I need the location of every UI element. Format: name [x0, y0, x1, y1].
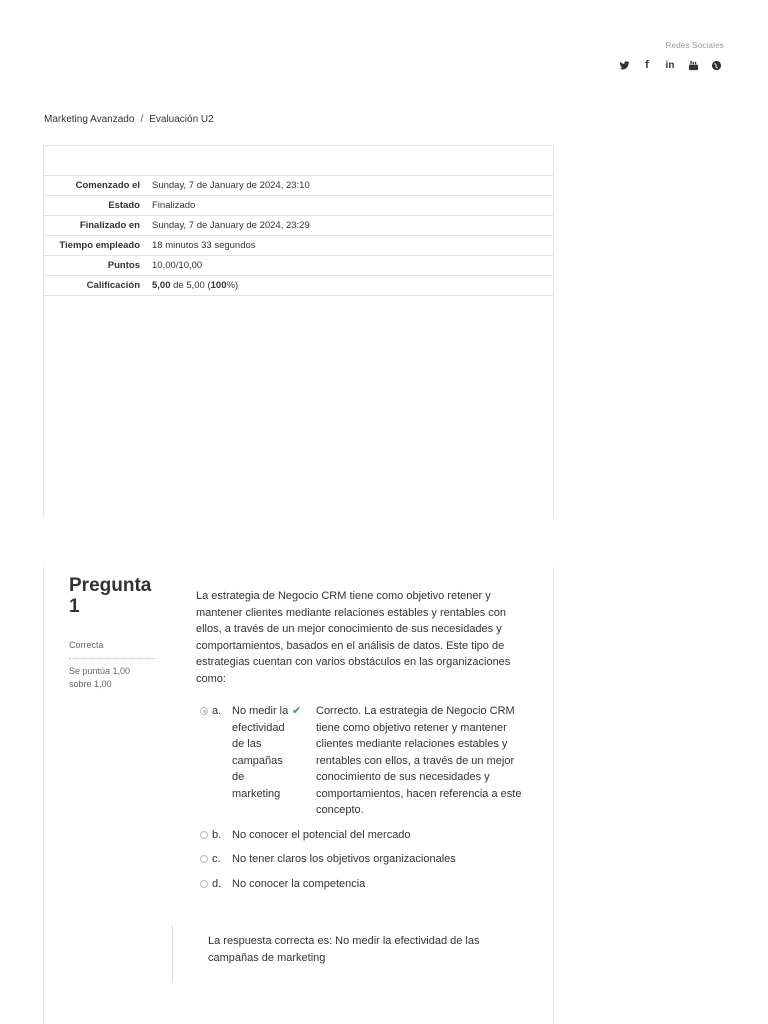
correct-answer-box: La respuesta correcta es: No medir la efectividad de las campañas de marketing — [172, 925, 492, 981]
row-label: Calificación — [86, 280, 140, 291]
twitter-icon[interactable] — [618, 59, 630, 71]
answer-option-b[interactable] — [200, 827, 530, 844]
grade-percent: 100 — [210, 280, 227, 291]
table-row — [44, 276, 553, 296]
table-row — [44, 176, 553, 196]
summary-table — [44, 175, 553, 296]
question-title: Pregunta 1 — [69, 575, 152, 617]
check-icon: ✔ — [292, 705, 302, 717]
answer-text: No conocer el potencial del mercado — [232, 828, 411, 841]
table-row — [44, 236, 553, 256]
answer-letter: a. — [212, 705, 222, 717]
table-row — [44, 216, 553, 236]
row-label: Finalizado en — [79, 220, 140, 231]
globe-icon[interactable] — [710, 59, 722, 71]
breadcrumb-separator: / — [140, 114, 144, 125]
answer-text: No conocer la competencia — [232, 877, 366, 890]
grade-of-text: de 5,00 ( — [170, 280, 211, 291]
breadcrumb-quiz-link[interactable]: Evaluación U2 — [149, 114, 214, 125]
question-text: La estrategia de Negocio CRM tiene como objetivo retener y mantener clientes mediante relaciones estables y rentables con ellos, a través de un mejor conocimiento de sus necesidades y comportamientos, basados en el análisis de datos. Este tipo de estrategias cuentan con varios obstáculos en las organizaciones como: — [196, 590, 511, 685]
grade-score: 5,00 — [152, 280, 171, 291]
question-status: Correcta — [69, 640, 155, 659]
answer-feedback: Correcto. La estrategia de Negocio CRM tiene como objetivo retener y mantener clientes mediante relaciones estables y rentables con ellos, a través de un mejor conocimiento de sus necesidades y comportamientos, hacen referencia a este concepto. — [316, 705, 522, 816]
row-value: 10,00/10,00 — [152, 260, 203, 271]
grade-close-text: %) — [226, 280, 239, 291]
breadcrumb — [44, 114, 214, 125]
row-label: Comenzado el — [75, 180, 140, 191]
row-value: Sunday, 7 de January de 2024, 23:29 — [152, 220, 310, 231]
attempt-summary — [43, 145, 554, 517]
answer-letter: d. — [212, 877, 222, 890]
answer-letter: c. — [212, 853, 221, 865]
row-label: Puntos — [107, 260, 140, 271]
radio-button[interactable] — [200, 880, 208, 888]
youtube-icon[interactable] — [687, 59, 699, 71]
question-grade: Se puntúa 1,00 sobre 1,00 — [69, 666, 131, 689]
answer-text: No medir la efectividad de las campañas de marketing — [232, 705, 289, 800]
answer-option-c[interactable] — [200, 851, 530, 868]
radio-button[interactable] — [200, 831, 208, 839]
row-value: Finalizado — [152, 200, 196, 211]
table-row — [44, 256, 553, 276]
answer-list — [200, 703, 530, 900]
row-label: Estado — [108, 200, 140, 211]
answer-option-a[interactable] — [200, 703, 530, 819]
answer-letter: b. — [212, 828, 222, 841]
answer-option-d[interactable] — [200, 876, 530, 893]
linkedin-icon[interactable]: in — [665, 59, 675, 71]
social-links — [618, 59, 722, 71]
row-value: 18 minutos 33 segundos — [152, 240, 256, 251]
row-label: Tiempo empleado — [59, 240, 140, 251]
facebook-icon[interactable]: f — [645, 59, 649, 71]
breadcrumb-course-link[interactable]: Marketing Avanzado — [44, 114, 135, 125]
grade-value — [148, 276, 553, 296]
question-card — [43, 567, 554, 1024]
answer-text: No tener claros los objetivos organizacionales — [232, 853, 456, 865]
social-title: Redes Sociales — [665, 41, 724, 50]
radio-button[interactable] — [200, 707, 208, 715]
table-row — [44, 196, 553, 216]
row-value: Sunday, 7 de January de 2024, 23:10 — [152, 180, 310, 191]
question-info — [69, 575, 155, 691]
radio-button[interactable] — [200, 855, 208, 863]
